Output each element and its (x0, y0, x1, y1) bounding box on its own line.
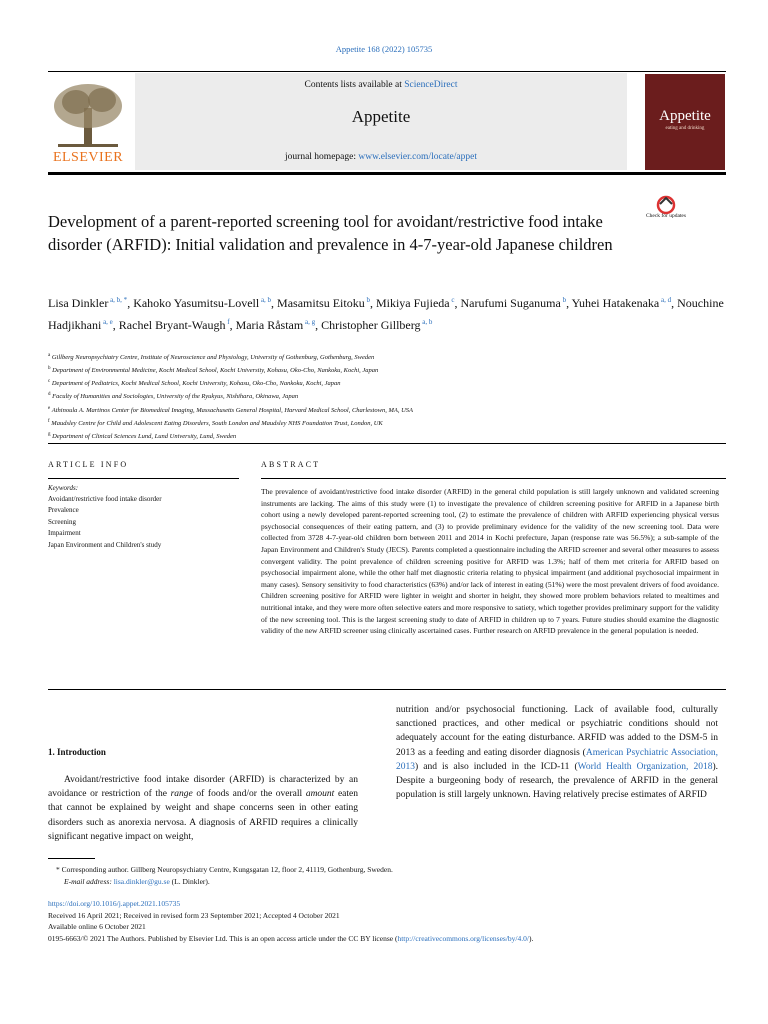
col2-text-c: ). Despite a burgeoning body of research, the prevalence of ARFID in the general population is still largely unknown. Having relatively precise estimates of ARFID (396, 761, 718, 801)
journal-reference[interactable]: Appetite 168 (2022) 105735 (335, 44, 433, 54)
email-line (48, 876, 648, 888)
author[interactable] (376, 296, 455, 310)
received-dates: Received 16 April 2021; Received in revised form 23 September 2021; Accepted 4 October 2021 (48, 910, 340, 920)
author-name: Maria Råstam (235, 317, 304, 332)
doi-link[interactable]: https://doi.org/10.1016/j.appet.2021.105735 (48, 899, 181, 908)
author-affiliation-marker[interactable]: c (449, 296, 455, 304)
abstract-text: The prevalence of avoidant/restrictive food intake disorder (ARFID) in the general child population is still largely unknown and validated screening instruments are lacking. The aims of this study were (1) to investigate the prevalence of children screening positive for ARFID in a Japanese birth cohort using a newly developed parent-reported screening tool, (2) to estimate the prevalence of children with ARFID experiencing physical versus psychosocial consequences of their eating pattern, and (3) to provide preliminary evidence for the validity of the new screening tool. Data were collected from 3728 4-7-year-old children born between 2011 and 2014 in Kochi prefecture, Japan (response rate was 56.5%); a sub-sample of the Japan Environment and Children's Study (JECS). Parents completed a questionnaire including the ARFID screener and several other measures to assess convergent validity. The point prevalence of children screening positive for ARFID was 1.3%; half of them met criteria for ARFID based on psychosocial impairment alone, while the other half met diagnostic criteria relating to physical impairment (and additional psychosocial impairment in many cases). Sensory sensitivity to food characteristics (63%) and/or lack of interest in eating (51%) were the most prevalent drivers of food avoidance. Children screening positive for ARFID were lighter in weight and shorter in height, they showed more problem behaviors related to mealtimes and nutritional intake, and they were more often selective eaters and more responsive to satiety, which together provides preliminary support for the validity of the new screening tool. This is the largest screening study to date of ARFID in children up to 7 years. Future studies should examine the diagnostic validity of the new ARFID screener using clinically ascertained cases. Further research on ARFID prevalence in the general population is needed. (261, 487, 719, 636)
license-link[interactable]: http://creativecommons.org/licenses/by/4.0/ (397, 933, 529, 943)
author-name: Kahoko Yasumitsu-Lovell (133, 296, 260, 310)
article-info-rule (48, 478, 239, 479)
author-name: Lisa Dinkler (48, 296, 109, 310)
affiliation-marker: c (48, 379, 51, 385)
introduction-column-2 (396, 703, 718, 802)
intro-text-c: eaten that cannot be explained by weight and shape concerns seen in other eating disorders such as anorexia nervosa. A diagnosis of ARFID requires a clinically significant negative impact on weight, (48, 789, 358, 842)
author-affiliation-marker[interactable]: a, g (303, 317, 316, 326)
keyword: Prevalence (48, 506, 79, 515)
intro-emphasis-amount: amount (305, 789, 335, 800)
keywords-label: Keywords: (48, 484, 79, 492)
author[interactable] (236, 318, 316, 332)
author-name: Mikiya Fujieda (375, 296, 450, 310)
intro-emphasis-range: range (170, 789, 193, 800)
author-affiliation-marker[interactable]: a, d (659, 296, 672, 304)
affiliation (48, 376, 728, 389)
author[interactable] (321, 318, 432, 332)
author[interactable] (133, 296, 271, 310)
keyword: Impairment (48, 529, 81, 538)
citation-who-link[interactable]: World Health Organization, 2018 (577, 761, 713, 772)
author[interactable] (48, 296, 127, 310)
contents-line (135, 80, 627, 90)
abstract-end-rule (48, 689, 726, 690)
corresponding-author-note: * Corresponding author. Gillberg Neuropsychiatry Centre, Kungsgatan 12, floor 2, 41119, Gothenburg, Sweden. (56, 865, 393, 874)
elsevier-wordmark: ELSEVIER (52, 150, 124, 165)
affiliation (48, 389, 728, 402)
affiliation (48, 429, 728, 442)
affiliation-text: Department of Pediatrics, Kochi Medical School, Kochi University, Kohasu, Oko-Cho, Nankoku, Kochi, Japan (50, 380, 341, 388)
author-name: Christopher Gillberg (321, 317, 421, 332)
sciencedirect-link[interactable]: ScienceDirect (404, 80, 458, 90)
footnote-rule (48, 858, 95, 859)
email-suffix: (L. Dinkler). (169, 877, 210, 886)
keyword: Japan Environment and Children's study (48, 540, 162, 549)
author-name: Nouchine Hadjikhani (48, 296, 724, 332)
abstract-heading: ABSTRACT (261, 460, 321, 469)
cover-title: Appetite (659, 108, 711, 124)
col2-text-b: ) and is also included in the ICD-11 ( (415, 761, 578, 772)
affiliation-text: Maudsley Centre for Child and Adolescent Eating Disorders, South London and Maudsley NHS Foundation Trust, London, UK (49, 419, 383, 427)
cover-subtitle: eating and drinking (665, 126, 705, 131)
author-name: Rachel Bryant-Waugh (118, 317, 226, 332)
citation-apa-link[interactable]: American Psychiatric Association, 2013 (396, 747, 718, 772)
affiliation-text: Faculty of Humanities and Sociologies, University of the Ryukyus, Nishihara, Okinawa, Japan (50, 393, 299, 401)
affiliation (48, 363, 728, 376)
author-affiliation-marker[interactable]: a, b, * (108, 296, 128, 304)
journal-title: Appetite (351, 107, 411, 126)
affiliation-marker: b (48, 366, 51, 372)
author[interactable] (572, 296, 672, 310)
article-footer (48, 898, 728, 944)
author[interactable] (119, 318, 230, 332)
author-affiliation-marker[interactable]: b (560, 296, 567, 304)
author-affiliation-marker[interactable]: b (364, 296, 370, 304)
author-affiliation-marker[interactable]: a, b (259, 296, 272, 304)
author-name: Yuhei Hatakenaka (571, 296, 660, 310)
affiliation-list (48, 350, 728, 442)
affiliation-text: Department of Clinical Sciences Lund, Lund University, Lund, Sweden (50, 433, 237, 441)
introduction-paragraph (48, 773, 358, 844)
author-affiliation-marker[interactable]: a, b (420, 317, 433, 326)
header-rule-bottom (48, 172, 726, 175)
article-info-heading: ARTICLE INFO (48, 460, 129, 469)
affiliation-marker: d (48, 392, 51, 398)
author-affiliation-marker[interactable]: f (225, 317, 230, 326)
author-name: Narufumi Suganuma (460, 296, 561, 310)
affiliation (48, 350, 728, 363)
header-rule-top (48, 71, 726, 72)
section-divider (48, 443, 726, 444)
abstract-rule (261, 478, 726, 479)
intro-text-b: of foods and/or the overall (192, 789, 306, 800)
license-suffix: ). (528, 933, 534, 943)
contents-prefix: Contents lists available at (304, 80, 405, 90)
check-for-updates-label: Check for updates (646, 213, 687, 219)
available-online: Available online 6 October 2021 (48, 922, 146, 931)
affiliation-text: Department of Environmental Medicine, Kochi Medical School, Kochi University, Kohasu, Oko-Cho, Nankoku, Kochi, Japan (50, 367, 379, 375)
footnote (48, 864, 648, 888)
license-prefix: 0195-6663/© 2021 The Authors. Published by Elsevier Ltd. This is an open access article under the CC BY license ( (48, 933, 398, 943)
article-title: Development of a parent-reported screening tool for avoidant/restrictive food intake disorder (ARFID): Initial validation and prevalence in 4-7-year-old Japanese children (48, 212, 613, 254)
license-line (48, 933, 728, 945)
author-list: Lisa Dinkler $^{a, b, *}$, Kahoko Yasumitsu-Lovell $^{a, b}$, Masamitsu Eitoku $^b$, Mikiya Fujieda $^c$, Narufumi Suganuma $^b$, Yuhei Hatakenaka $^{a, d}$, Nouchine Hadjikhani $^{a, e}$, Rachel Bryant-Waugh $^f$, Maria Råstam $^{a, g}$, Christopher Gillberg $^{a, b}$ (48, 296, 724, 332)
affiliation (48, 416, 728, 429)
author-name: Masamitsu Eitoku (277, 296, 365, 310)
intro-text-a: Avoidant/restrictive food intake disorder (ARFID) is characterized by an avoidance or restriction of the (48, 775, 358, 800)
col2-text-a: nutrition and/or psychosocial functioning. Lack of available food, culturally sanctioned practices, and other medical or psychiatric conditions should not adequately account for the eating disturbance. ARFID was added to the DSM-5 in 2013 as a feeding and eating disorder diagnosis ( (396, 705, 718, 758)
keyword: Screening (48, 517, 76, 526)
introduction-heading: 1. Introduction (48, 747, 106, 757)
keyword-list (48, 494, 248, 551)
affiliation-marker: e (48, 405, 51, 411)
author[interactable] (277, 296, 370, 310)
affiliation-text: Gillberg Neuropsychiatry Centre, Institute of Neuroscience and Physiology, University of Gothenburg, Gothenburg, Sweden (50, 354, 375, 362)
affiliation-marker: a (48, 353, 51, 358)
affiliation-marker: g (48, 431, 51, 437)
homepage-link[interactable]: www.elsevier.com/locate/appet (358, 152, 477, 162)
affiliation-marker: f (48, 418, 50, 424)
homepage-prefix: journal homepage: (285, 152, 359, 162)
keyword: Avoidant/restrictive food intake disorder (48, 495, 162, 503)
email-link[interactable]: lisa.dinkler@gu.se (113, 877, 170, 886)
email-label: E-mail address: (64, 877, 112, 886)
affiliation (48, 403, 728, 416)
affiliation-text: Athinoula A. Martinos Center for Biomedical Imaging, Massachusetts General Hospital, Harvard Medical School, Charlestown, MA, USA (50, 406, 414, 414)
homepage-line (135, 152, 627, 162)
author[interactable] (461, 296, 567, 310)
author-affiliation-marker[interactable]: a, e (101, 317, 113, 326)
